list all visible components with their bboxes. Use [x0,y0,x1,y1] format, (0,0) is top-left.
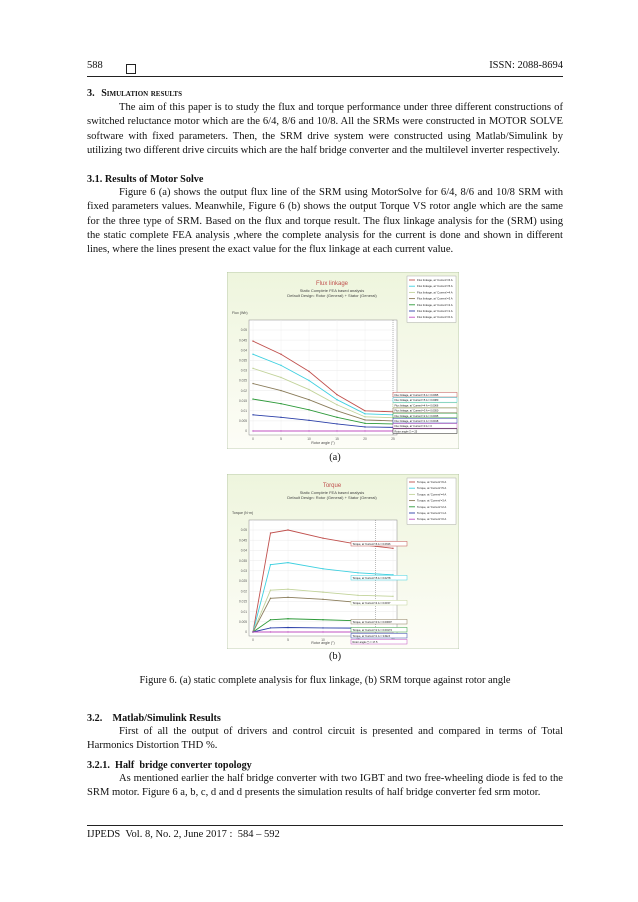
data-point [287,562,288,563]
x-tick-label: 10 [321,638,325,642]
x-tick-label: 15 [335,437,339,441]
value-label: Flux linkage, at 'Current'=4 A = 0.0066 [394,404,439,408]
value-label: Torque, at 'Current'=4 A = 0.0157 [352,602,391,605]
flux-chart-title: Flux linkage [315,281,349,287]
section-3-number: 3. [87,88,95,99]
y-tick-label: 0.015 [239,599,247,604]
data-point [364,413,365,414]
x-tick-label: 10 [307,437,311,441]
section-3-2-paragraph: First of all the output of drivers and control circuit is presented and compared in terms of Total Harmonics Distortion THD %. [87,726,563,752]
value-label: Torque, at 'Current'=1 A = 3.6E-5 [352,635,391,638]
data-point [252,383,253,384]
legend-entry: Flux linkage, at 'Current'=2 A [417,302,453,307]
section-3-2-heading: 3.2. Matlab/Simulink Results [87,713,221,724]
flux-chart-subtitle-2: Default Design: Rotor (General) + Stator (General) [287,293,377,298]
data-point [252,354,253,355]
torque-chart-subtitle-1: Static Complete FEA based analysis [299,490,365,495]
data-point [252,368,253,369]
value-label: Flux linkage, at 'Current'=6 A = 0.0095 [394,394,439,397]
data-point [287,627,288,628]
torque-chart-title: Torque [322,483,342,489]
data-point [336,423,337,424]
y-tick-label: 0 [245,630,247,635]
legend-entry: Torque, at 'Current'=4 A [417,492,447,497]
data-point [270,564,271,565]
x-tick-label: 0 [252,638,254,642]
x-tick-label: 25 [391,437,395,441]
legend-entry: Flux linkage, at 'Current'=6 A [417,278,453,282]
figure-b-label: (b) [328,651,342,662]
data-point [280,430,281,431]
flux-linkage-chart [227,272,459,449]
value-label: Flux linkage, at 'Current'=2 A = 0.0035 [394,414,439,418]
y-tick-label: 0.005 [239,620,247,624]
data-point [308,420,309,421]
data-point [287,631,288,632]
y-tick-label: 0.025 [239,378,247,383]
section-3-paragraph: The aim of this paper is to study the flux and torque performance under three different constructions of switched reluctance motor which are the 6/4, 8/6 and 10/8. All the SRMs were constructed in MOTOR SOLVE software with fixed parameters. Then, the SRM drive system were constructed using Matlab/Simulink by utilizing two different drive circuits which are the half bridge converter and the multilevel inverter respectively. [87,102,563,156]
y-tick-label: 0.05 [240,528,247,533]
section-3-title: Simulation results [101,88,182,99]
data-point [280,354,281,355]
value-label: Rotor angle (°) = 17.5 [352,641,378,644]
legend-entry: Torque, at 'Current'=6 A [417,480,447,484]
data-point [280,377,281,378]
section-3-1-heading: 3.1. Results of Motor Solve [87,174,204,185]
torque-chart [227,474,459,649]
data-point [336,410,337,411]
data-point [270,631,271,632]
x-tick-label: 0 [252,437,254,441]
data-point [270,532,271,533]
figure-a-label: (a) [329,452,341,463]
legend-entry: Flux linkage, at 'Current'=0 A [417,315,453,320]
data-point [270,627,271,628]
data-point [336,417,337,418]
value-label: Torque, at 'Current'=5 A = 0.0278 [352,577,391,580]
y-tick-label: 0.05 [240,328,247,333]
figure-caption: Figure 6. (a) static complete analysis for flux linkage, (b) SRM torque against rotor angle [139,675,511,686]
y-tick-label: 0.01 [240,609,247,614]
y-tick-label: 0.045 [239,538,247,543]
y-tick-label: 0.005 [239,419,247,424]
data-point [252,414,253,415]
data-point [287,529,288,530]
section-3-2-1-paragraph: As mentioned earlier the half bridge converter with two IGBT and two free-wheeling diode is fed to the SRM motor. Figure 6 a, b, c, d and d presents the simulation results of half bridge converter fed srm motor. [87,773,563,799]
data-point [392,548,393,549]
y-tick-label: 0 [245,429,247,434]
issn: ISSN: 2088-8694 [489,60,563,71]
data-point [322,537,323,538]
value-label: Torque, at 'Current'=2 A = 0.00174 [352,629,392,632]
data-point [308,409,309,410]
flux-chart-xlabel: Rotor angle (°) [311,441,335,445]
y-tick-label: 0.01 [240,409,247,413]
data-point [322,592,323,593]
data-point [364,426,365,427]
y-tick-label: 0.035 [239,558,247,563]
value-label: Flux linkage, at 'Current'=3 A = 0.0050 [394,409,439,413]
legend-entry: Torque, at 'Current'=1 A [417,511,447,515]
footer-rule [87,825,563,826]
footer-citation: IJPEDS Vol. 8, No. 2, June 2017 : 584 – 592 [87,829,280,840]
torque-chart-ylabel: Torque (N·m) [232,511,254,515]
data-point [287,588,288,589]
data-point [357,595,358,596]
y-tick-label: 0.02 [240,388,247,393]
legend-entry: Flux linkage, at 'Current'=5 A [417,284,453,289]
data-point [252,631,253,632]
y-tick-label: 0.04 [240,348,247,353]
legend-entry: Torque, at 'Current'=3 A [417,498,447,503]
data-point [308,430,309,431]
data-point [364,430,365,431]
value-label: Flux linkage, at 'Current'=5 A = 0.0080 [394,399,439,403]
data-point [336,399,337,400]
data-point [336,394,337,395]
data-point [287,597,288,598]
flux-chart-subtitle-1: Static Complete FEA based analysis [299,288,365,293]
y-tick-label: 0.02 [240,589,247,594]
legend-entry: Torque, at 'Current'=5 A [417,486,447,491]
data-point [322,619,323,620]
value-label: Flux linkage, at 'Current'=0 A = 0 [394,425,432,429]
x-tick-label: 20 [363,437,367,441]
value-label: Rotor angle (°) = 25 [394,430,418,434]
section-3-heading [87,88,182,99]
data-point [364,410,365,411]
data-point [364,423,365,424]
value-label: Torque, at 'Current'=6 A = 0.0636 [352,543,391,546]
y-tick-label: 0.045 [239,338,247,343]
section-3-1-paragraph: Figure 6 (a) shows the output flux line of the SRM using MotorSolve for 6/4, 8/6 and 10/8 SRM with fixed parameters values. Meanwhile, Figure 6 (b) shows the output Torque VS rotor angle which are the same for the three type of SRM. Based on the flux and torque result. The flux linkage analysis for the (SRM) using the static complete FEA analysis ,where the complete analysis for the current is done and shown in different lines, where the lines present the exact value for the flux linkage at each current value. [87,187,563,256]
data-point [322,599,323,600]
legend-entry: Torque, at 'Current'=0 A [417,517,447,522]
y-tick-label: 0.035 [239,358,247,363]
data-point [336,404,337,405]
value-label: Torque, at 'Current'=3 A = 0.00697 [352,621,392,624]
value-label: Flux linkage, at 'Current'=1 A = 0.0018 [394,420,439,423]
data-point [322,627,323,628]
data-point [270,619,271,620]
y-tick-label: 0.04 [240,548,247,553]
data-point [308,371,309,372]
section-3-2-1-heading: 3.2.1. Half bridge converter topology [87,760,252,771]
data-point [252,398,253,399]
data-point [280,390,281,391]
y-tick-label: 0.03 [240,368,247,373]
data-point [252,430,253,431]
y-tick-label: 0.015 [239,398,247,403]
data-point [252,340,253,341]
legend-entry: Flux linkage, at 'Current'=4 A [417,290,453,295]
x-tick-label: 5 [280,437,282,441]
data-point [392,596,393,597]
page-number: 588 [87,60,103,71]
legend-entry: Flux linkage, at 'Current'=1 A [417,309,453,313]
data-point [364,419,365,420]
x-tick-label: 5 [287,638,289,642]
legend-entry: Torque, at 'Current'=2 A [417,504,447,509]
y-tick-label: 0.025 [239,579,247,584]
y-tick-label: 0.03 [240,569,247,573]
data-point [336,430,337,431]
data-point [280,403,281,404]
data-point [270,598,271,599]
torque-chart-subtitle-2: Default Design: Rotor (General) + Stator (General) [287,495,377,500]
flux-chart-ylabel: Flux (Wb) [232,311,248,315]
data-point [308,389,309,390]
data-point [270,589,271,590]
data-point [308,380,309,381]
data-point [308,399,309,400]
data-point [357,572,358,573]
data-point [287,618,288,619]
data-point [322,568,323,569]
data-point [322,631,323,632]
data-point [280,365,281,366]
data-point [280,417,281,418]
legend-entry: Flux linkage, at 'Current'=3 A [417,296,453,301]
header-rule [87,76,563,77]
torque-chart-xlabel: Rotor angle (°) [311,641,335,645]
data-point [364,416,365,417]
